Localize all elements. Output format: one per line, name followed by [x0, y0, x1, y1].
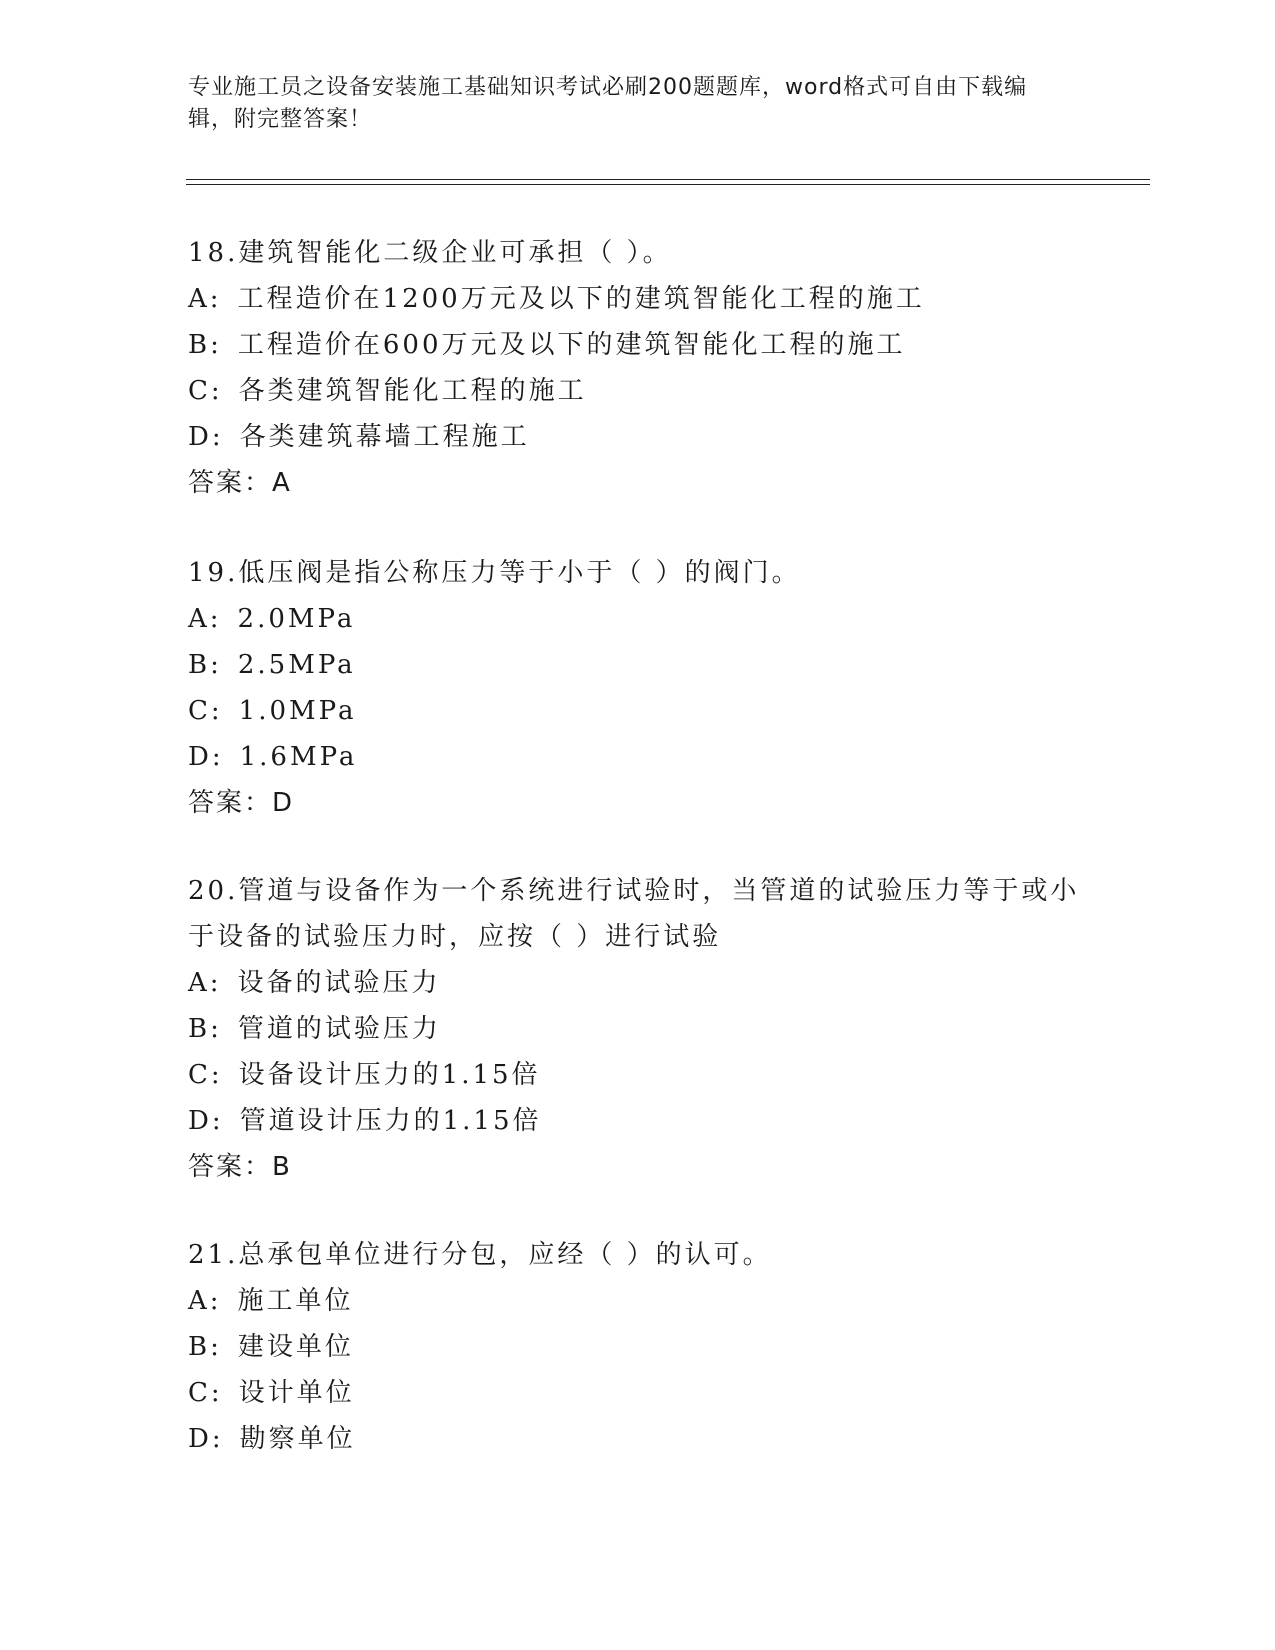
option-text: 2.5MPa	[237, 650, 356, 680]
option-letter: C:	[188, 376, 223, 406]
option-text: 2.0MPa	[237, 604, 356, 634]
option-text: 工程造价在1200万元及以下的建筑智能化工程的施工	[237, 284, 925, 314]
option-text: 管道设计压力的1.15倍	[239, 1106, 542, 1136]
document-header	[188, 72, 1068, 136]
header-rule-bottom	[186, 184, 1150, 185]
option-text: 设备的试验压力	[237, 968, 441, 998]
answer-line: 答案：A	[188, 468, 292, 498]
option-letter: D:	[188, 742, 224, 772]
document-title: 专业施工员之设备安装施工基础知识考试必刷200题题库，word格式可自由下载编辑，附完整答案！	[188, 75, 1028, 132]
option-text: 勘察单位	[239, 1424, 356, 1454]
option-letter: C:	[188, 1060, 223, 1090]
option-letter: D:	[188, 1106, 224, 1136]
option-d	[188, 734, 1088, 780]
question-20	[188, 868, 1088, 1190]
option-b	[188, 322, 1088, 368]
option-a	[188, 276, 1088, 322]
option-b	[188, 1006, 1088, 1052]
answer-line: 答案：D	[188, 788, 295, 818]
option-letter: A:	[188, 284, 222, 314]
option-c	[188, 1052, 1088, 1098]
option-letter: C:	[188, 696, 223, 726]
option-letter: D:	[188, 1424, 224, 1454]
option-d	[188, 1416, 1088, 1462]
option-a	[188, 596, 1088, 642]
option-text: 各类建筑智能化工程的施工	[238, 376, 587, 406]
option-text: 工程造价在600万元及以下的建筑智能化工程的施工	[237, 330, 906, 360]
question-stem: 18.建筑智能化二级企业可承担（ ）。	[188, 238, 672, 268]
answer-line: 答案：B	[188, 1152, 292, 1182]
option-d	[188, 1098, 1088, 1144]
option-letter: C:	[188, 1378, 223, 1408]
option-c	[188, 368, 1088, 414]
option-a	[188, 960, 1088, 1006]
header-rule-top	[186, 179, 1150, 180]
option-letter: D:	[188, 422, 224, 452]
option-c	[188, 688, 1088, 734]
option-d	[188, 414, 1088, 460]
option-text: 1.6MPa	[239, 742, 358, 772]
option-text: 管道的试验压力	[237, 1014, 441, 1044]
option-letter: B:	[188, 1014, 222, 1044]
option-text: 建设单位	[237, 1332, 354, 1362]
option-letter: A:	[188, 1286, 222, 1316]
option-letter: A:	[188, 604, 222, 634]
question-21	[188, 1232, 1088, 1462]
option-a	[188, 1278, 1088, 1324]
question-18	[188, 230, 1088, 506]
option-text: 施工单位	[237, 1286, 354, 1316]
option-letter: B:	[188, 1332, 222, 1362]
option-b	[188, 1324, 1088, 1370]
option-letter: B:	[188, 330, 222, 360]
option-text: 设备设计压力的1.15倍	[238, 1060, 541, 1090]
question-stem: 19.低压阀是指公称压力等于小于（ ）的阀门。	[188, 558, 801, 588]
question-stem: 20.管道与设备作为一个系统进行试验时，当管道的试验压力等于或小于设备的试验压力时，应按（ ）进行试验	[188, 876, 1080, 952]
question-19	[188, 550, 1088, 826]
option-b	[188, 642, 1088, 688]
question-stem: 21.总承包单位进行分包，应经（ ）的认可。	[188, 1240, 772, 1270]
option-text: 设计单位	[238, 1378, 355, 1408]
option-text: 1.0MPa	[238, 696, 357, 726]
option-letter: A:	[188, 968, 222, 998]
option-c	[188, 1370, 1088, 1416]
option-letter: B:	[188, 650, 222, 680]
option-text: 各类建筑幕墙工程施工	[239, 422, 530, 452]
